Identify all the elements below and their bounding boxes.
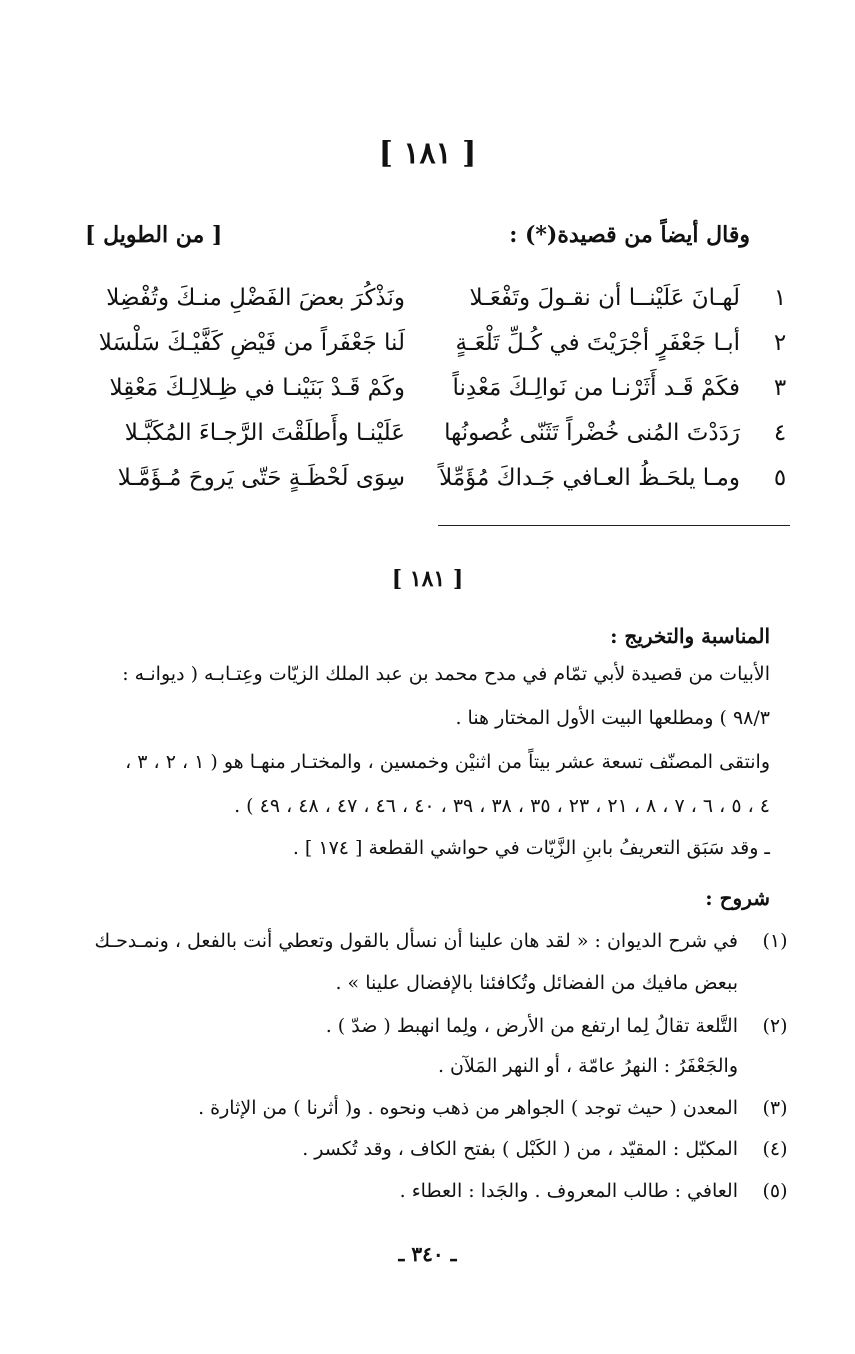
note-number: (٥) — [762, 1180, 788, 1202]
paragraph-line: ٩٨/٣ ) ومطلعها البيت الأول المختار هنا . — [455, 707, 770, 729]
verse-row — [85, 285, 795, 325]
verse-row — [85, 465, 795, 505]
verse-first-hemistich: ومـا يلحَـظُ العـافي جَـداكَ مُؤَمِّلاً — [439, 465, 740, 491]
note-line: ببعض مافيك من الفضائل وتُكافئنا بالإفضال علينا » . — [335, 972, 738, 994]
verse-second-hemistich: وكَمْ قَـدْ بَنَيْنـا في ظِـلالِـكَ مَعْقِلا — [109, 375, 405, 401]
note-line: المعدن ( حيث توجد ) الجواهر من ذهب ونحوه . و( أثرنا ) من الإثارة . — [198, 1097, 738, 1119]
verse-second-hemistich: لَنا جَعْفَراً من فَيْضِ كَفَّيْـكَ سَلْسَلا — [98, 330, 405, 356]
verse-number: ٤ — [773, 420, 787, 446]
note-number: (٤) — [762, 1138, 788, 1160]
verse-second-hemistich: ونَذْكُرَ بعضَ الفَضْلِ منـكَ وتُفْضِلا — [106, 285, 405, 311]
note-number: (١) — [762, 930, 788, 952]
poem-number: [ ١٨١ ] — [378, 136, 477, 171]
note-line: والجَعْفَرُ : النهرُ عامّة ، أو النهر المَلآن . — [437, 1055, 738, 1077]
page-number: ـ ٣٤٠ ـ — [398, 1242, 457, 1266]
note-number: (٣) — [762, 1097, 788, 1119]
verse-number: ٥ — [773, 465, 787, 491]
paragraph-line: ـ وقد سَبَق التعريفُ بابنِ الزَّيّات في حواشي القطعة [ ١٧٤ ] . — [292, 837, 770, 859]
note-line: العافي : طالب المعروف . والجَدا : العطاء . — [399, 1180, 738, 1202]
section-heading-commentary: شروح : — [705, 886, 770, 910]
verse-first-hemistich: لَهـانَ عَلَيْنــا أن نقـولَ وتَفْعَـلا — [469, 285, 740, 311]
intro-text: وقال أيضاً من قصيدة(*) : — [509, 222, 750, 248]
verse-first-hemistich: أبـا جَعْفَرٍ أجْرَيْتَ في كُـلِّ تَلْعَـةٍ — [455, 330, 740, 356]
paragraph-line: ٤ ، ٥ ، ٦ ، ٧ ، ٨ ، ٢١ ، ٢٣ ، ٣٥ ، ٣٨ ، ٣٩ ، ٤٠ ، ٤٦ ، ٤٧ ، ٤٨ ، ٤٩ ) . — [234, 795, 770, 817]
verse-second-hemistich: عَلَيْنـا وأَطلَقْتَ الرَّجـاءَ المُكَبَّـلا — [124, 420, 405, 446]
verse-number: ١ — [773, 285, 787, 311]
verse-first-hemistich: فكَمْ قَـد أَثَرْنـا من نَوالِـكَ مَعْدِناً — [452, 375, 740, 401]
paragraph-line: الأبيات من قصيدة لأبي تمّام في مدح محمد بن عبد الملك الزيّات وعِتـابـه ( ديوانـه : — [122, 663, 770, 685]
note-number: (٢) — [762, 1015, 788, 1037]
section-heading-occasion: المناسبة والتخريج : — [610, 624, 770, 648]
verse-first-hemistich: رَدَدْتَ المُنى خُضْراً تَثَنّى غُصونُها — [444, 420, 740, 446]
paragraph-line: وانتقى المصنّف تسعة عشر بيتاً من اثنيْن وخمسين ، والمختـار منهـا هو ( ١ ، ٢ ، ٣ ، — [125, 751, 770, 773]
footnote-number: [ ١٨١ ] — [391, 566, 464, 592]
verse-row — [85, 330, 795, 370]
verse-number: ٢ — [773, 330, 787, 356]
note-line: المكبّل : المقيّد ، من ( الكَبْل ) بفتح الكاف ، وقد تُكسر . — [302, 1138, 738, 1160]
verse-number: ٣ — [773, 375, 787, 401]
footnote-divider — [438, 525, 790, 526]
note-line: في شرح الديوان : « لقد هان علينا أن نسأل بالقول وتعطي أنت بالفعل ، ونمـدحـك — [94, 930, 738, 952]
verse-row — [85, 420, 795, 460]
poem-intro — [85, 222, 750, 262]
note-line: التَّلعة تقالُ لِما ارتفع من الأرض ، ولِما انهبط ( ضدّ ) . — [325, 1015, 738, 1037]
meter-label: [ من الطويل ] — [85, 222, 223, 248]
verse-second-hemistich: سِوَى لَحْظَـةٍ حَتّى يَروحَ مُـؤَمَّـلا — [117, 465, 405, 491]
verse-row — [85, 375, 795, 415]
